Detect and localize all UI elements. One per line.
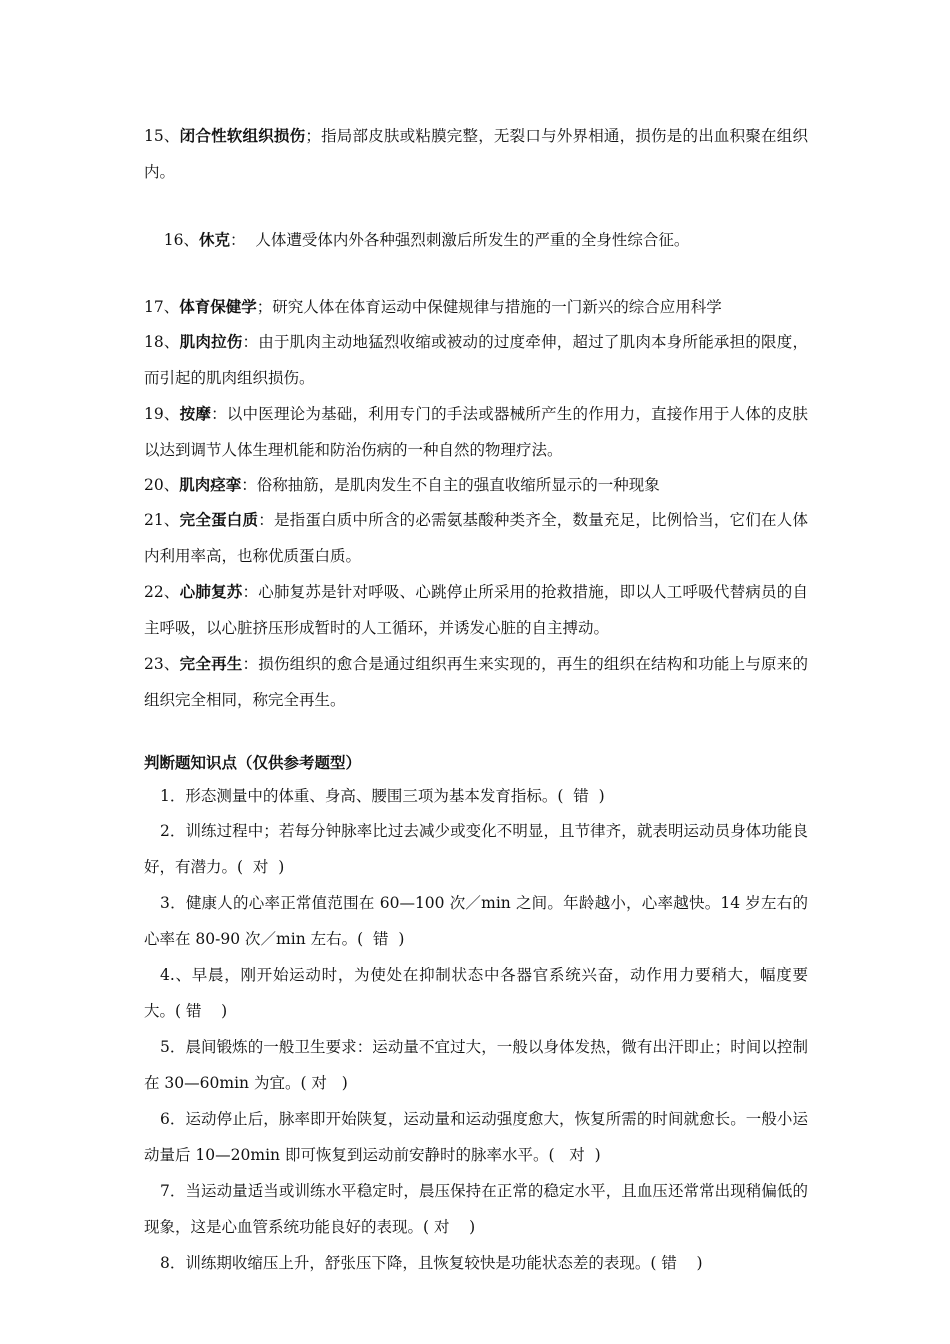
definition-separator: ： — [258, 511, 274, 529]
definition-number: 16、 — [163, 231, 199, 249]
definition-item — [144, 646, 808, 718]
definition-term: 完全再生 — [179, 654, 243, 673]
definition-item — [144, 396, 808, 468]
definition-item — [144, 118, 808, 190]
definition-separator: ； — [256, 298, 273, 316]
judgment-item: 8．训练期收缩压上升，舒张压下降，且恢复较快是功能状态差的表现。( 错 ) — [160, 1254, 703, 1272]
definition-number: 19、 — [144, 405, 180, 423]
definition-term: 休克 — [198, 230, 230, 249]
definition-term: 闭合性软组织损伤 — [179, 126, 306, 145]
definition-number: 18、 — [144, 333, 180, 351]
definition-number: 20、 — [144, 476, 180, 494]
definition-number: 15、 — [144, 127, 180, 145]
definition-item — [144, 190, 808, 290]
definition-separator: ； — [305, 127, 321, 145]
definition-number: 23、 — [144, 655, 180, 673]
definition-item — [144, 502, 808, 574]
judgment-item: 4.、早晨，刚开始运动时，为使处在抑制状态中各器官系统兴奋，动作用力要稍大，幅度要大。( 错 ) — [144, 966, 808, 1020]
definition-number: 22、 — [144, 583, 180, 601]
definition-number: 17、 — [144, 298, 180, 316]
definition-term: 完全蛋白质 — [179, 510, 259, 529]
definition-item — [144, 574, 808, 646]
definition-text: 是指蛋白质中所含的必需氨基酸种类齐全，数量充足，比例恰当，它们在人体内利用率高，也称优质蛋白质。 — [144, 511, 808, 565]
judgment-item: 5．晨间锻炼的一般卫生要求：运动量不宜过大，一般以身体发热，微有出汗即止；时间以控制在 30—60min 为宜。( 对 ) — [144, 1038, 808, 1092]
definition-item — [144, 290, 808, 324]
definition-term: 体育保健学 — [179, 297, 257, 316]
definition-separator: ： — [242, 655, 259, 673]
judgment-item: 3．健康人的心率正常值范围在 60—100 次／min 之间。年龄越小，心率越快。14 岁左右的心率在 80-90 次／min 左右。( 错 ) — [144, 894, 808, 948]
definition-text: 指局部皮肤或粘膜完整，无裂口与外界相通，损伤是的出血积聚在组织内。 — [144, 127, 808, 181]
definition-separator: ： — [211, 405, 227, 423]
definition-term: 按摩 — [179, 404, 212, 423]
definition-text: 俗称抽筋，是肌肉发生不自主的强直收缩所显示的一种现象 — [256, 476, 660, 494]
definition-text: 人体遭受体内外各种强烈刺激后所发生的严重的全身性综合征。 — [245, 231, 690, 249]
definition-separator: ： — [242, 583, 259, 601]
definition-text: 以中医理论为基础，利用专门的手法或器械所产生的作用力，直接作用于人体的皮肤以达到调节人体生理机能和防治伤病的一种自然的物理疗法。 — [144, 405, 808, 459]
definition-term: 肌肉痉挛 — [179, 475, 242, 494]
definition-separator: ： — [242, 333, 259, 351]
definition-term: 肌肉拉伤 — [179, 332, 243, 351]
document-page — [144, 118, 808, 1281]
definition-separator: ： — [241, 476, 257, 494]
definition-separator: ： — [229, 231, 246, 249]
definition-item — [144, 468, 808, 502]
section-title: 判断题知识点（仅供参考题型） — [144, 753, 362, 772]
judgment-item: 1．形态测量中的体重、身高、腰围三项为基本发育指标。( 错 ) — [160, 787, 605, 805]
definition-text: 损伤组织的愈合是通过组织再生来实现的，再生的组织在结构和功能上与原来的组织完全相同，称完全再生。 — [144, 655, 808, 709]
judgment-item: 2．训练过程中；若每分钟脉率比过去减少或变化不明显，且节律齐，就表明运动员身体功能良好，有潜力。( 对 ) — [144, 822, 808, 876]
definition-number: 21、 — [144, 511, 180, 529]
definition-text: 由于肌肉主动地猛烈收缩或被动的过度牵伸，超过了肌肉本身所能承担的限度，而引起的肌肉组织损伤。 — [144, 333, 808, 387]
judgment-item: 6．运动停止后，脉率即开始陕复，运动量和运动强度愈大，恢复所需的时间就愈长。一般小运动量后 10—20min 即可恢复到运动前安静时的脉率水平。( 对 ) — [144, 1110, 808, 1164]
definition-item — [144, 324, 808, 396]
judgment-item: 7．当运动量适当或训练水平稳定时，晨压保持在正常的稳定水平，且血压还常常出现稍偏低的现象，这是心血管系统功能良好的表现。( 对 ) — [144, 1182, 808, 1236]
definition-term: 心肺复苏 — [179, 582, 243, 601]
definition-text: 心肺复苏是针对呼吸、心跳停止所采用的抢救措施，即以人工呼吸代替病员的自主呼吸，以心脏挤压形成暂时的人工循环，并诱发心脏的自主搏动。 — [144, 583, 808, 637]
definition-text: 研究人体在体育运动中保健规律与措施的一门新兴的综合应用科学 — [272, 298, 722, 316]
